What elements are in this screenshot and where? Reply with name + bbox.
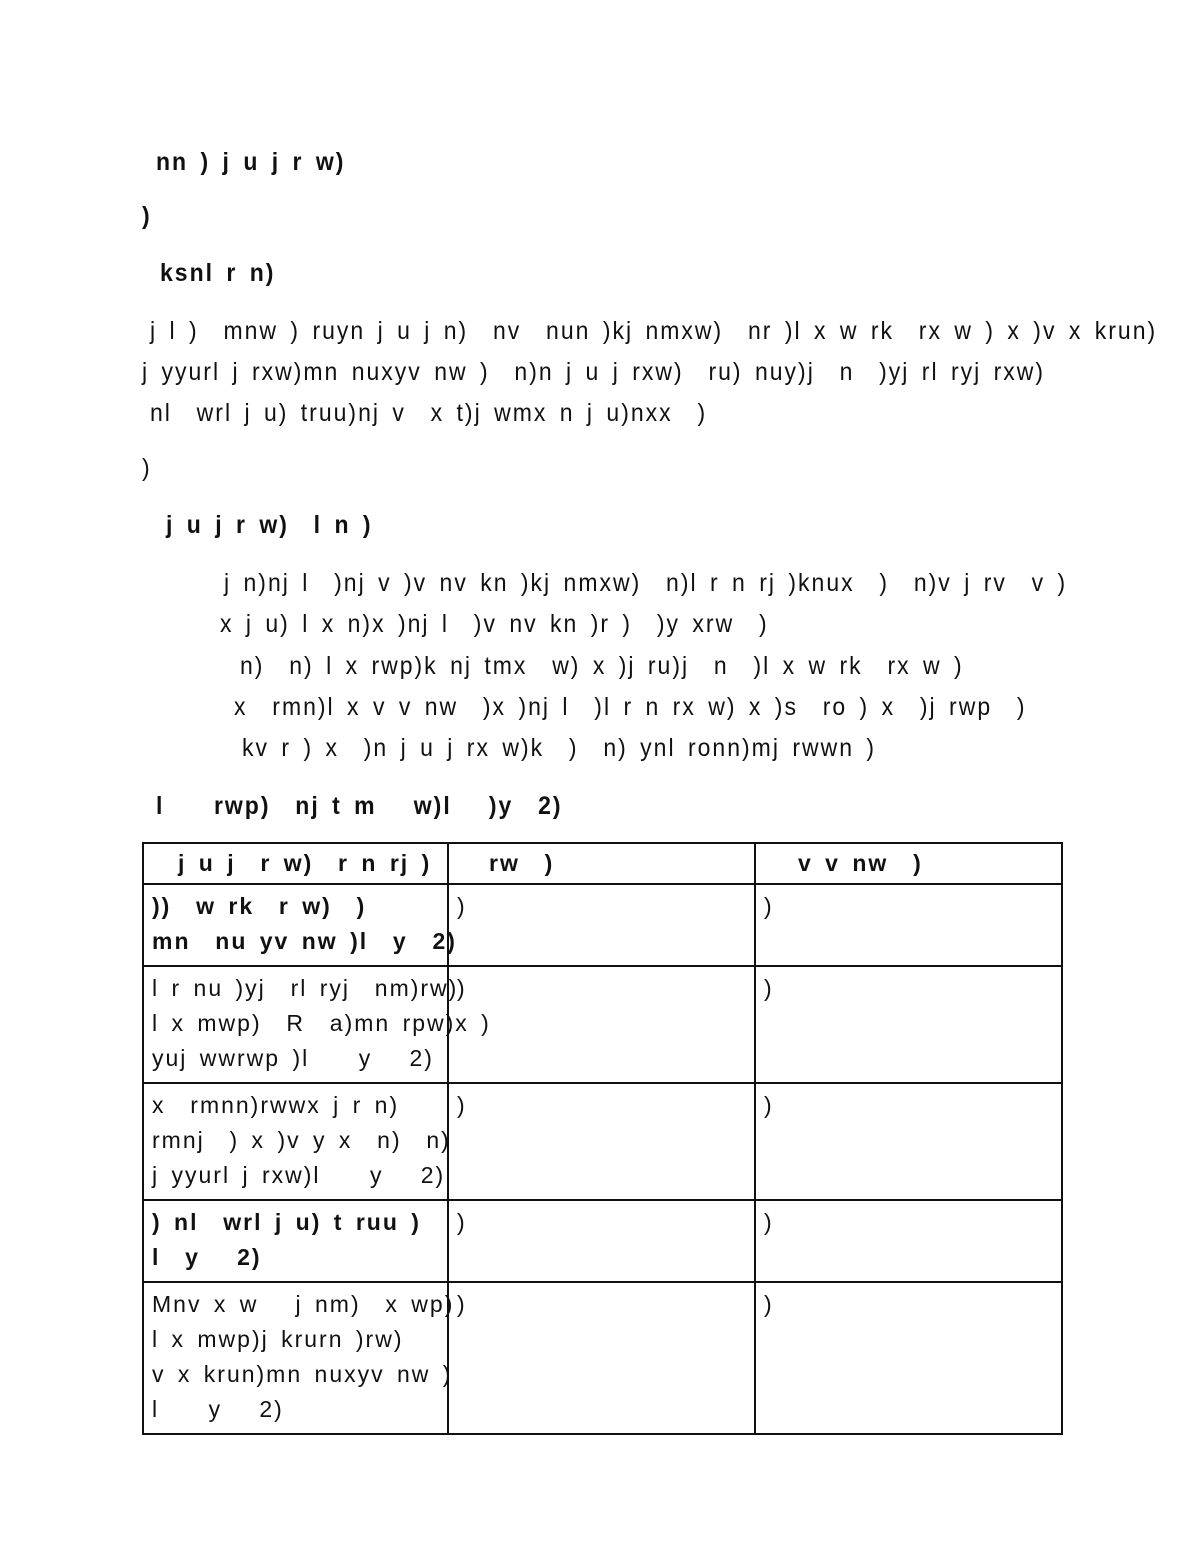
table-cell: ): [448, 884, 755, 966]
list-line-3: n) n) l x rwp)k nj tmx w) x )j ru)j n )l x w rk rx w ): [240, 651, 964, 680]
table-cell-criterion: )) w rk r w) ) mn nu yv nw )l y 2): [143, 884, 448, 966]
table-header-column-2: rw ): [448, 843, 755, 884]
intro-line-3: nl wrl j u) truu)nj v x t)j wmx n j u)nxx ): [150, 398, 708, 427]
heading-2: ksnl r n): [160, 258, 276, 287]
list-line-4: x rmn)l x v v nw )x )nj l )l r n rx w) x )s ro ) x )j rwp ): [234, 692, 1027, 721]
table-row: [143, 1083, 1062, 1200]
table-cell: ): [755, 884, 1062, 966]
blank-line-1: ): [142, 201, 152, 230]
table-cell: ): [755, 1083, 1062, 1200]
table-row: [143, 884, 1062, 966]
table-cell: ): [448, 966, 755, 1083]
table-row: [143, 1282, 1062, 1434]
table-cell: ): [755, 966, 1062, 1083]
intro-line-1: j l ) mnw ) ruyn j u j n) nv nun )kj nmxw) nr )l x w rk rx w ) x )v x krun): [150, 316, 1158, 345]
table-row: [143, 1200, 1062, 1282]
table-cell: ): [755, 1282, 1062, 1434]
table-cell: ): [448, 1083, 755, 1200]
table-cell: ): [448, 1200, 755, 1282]
table-cell: ): [755, 1200, 1062, 1282]
list-line-1: j n)nj l )nj v )v nv kn )kj nmxw) n)l r n rj )knux ) n)v j rv v ): [224, 568, 1068, 597]
evaluation-table: [142, 842, 1063, 1435]
heading-3: j u j r w) l n ): [166, 510, 373, 539]
table-cell-criterion: x rmnn)rwwx j r n) rmnj ) x )v y x n) n) j yyurl j rxw)l y 2): [143, 1083, 448, 1200]
intro-line-2: j yyurl j rxw)mn nuxyv nw ) n)n j u j rxw) ru) nuy)j n )yj rl ryj rxw): [142, 357, 1046, 386]
heading-1: nn ) j u j r w): [156, 147, 346, 176]
list-line-5: kv r ) x )n j u j rx w)k ) n) ynl ronn)mj rwwn ): [242, 733, 877, 762]
table-cell-criterion: Mnv x w j nm) x wp) l x mwp)j krurn )rw) v x krun)mn nuxyv nw ) l y 2): [143, 1282, 448, 1434]
table-row: [143, 966, 1062, 1083]
table-cell-criterion: ) nl wrl j u) t ruu ) l y 2): [143, 1200, 448, 1282]
table-cell-criterion: l r nu )yj rl ryj nm)rw) l x mwp) R a)mn rpw)x ) yuj wwrwp )l y 2): [143, 966, 448, 1083]
table-header-criterion: j u j r w) r n rj ): [143, 843, 448, 884]
table-header-row: [143, 843, 1062, 884]
table-cell: ): [448, 1282, 755, 1434]
table-header-column-3: v v nw ): [755, 843, 1062, 884]
blank-line-2: ): [142, 453, 152, 482]
table-caption: l rwp) nj t m w)l )y 2): [156, 791, 563, 820]
list-line-2: x j u) l x n)x )nj l )v nv kn )r ) )y xrw ): [220, 609, 769, 638]
